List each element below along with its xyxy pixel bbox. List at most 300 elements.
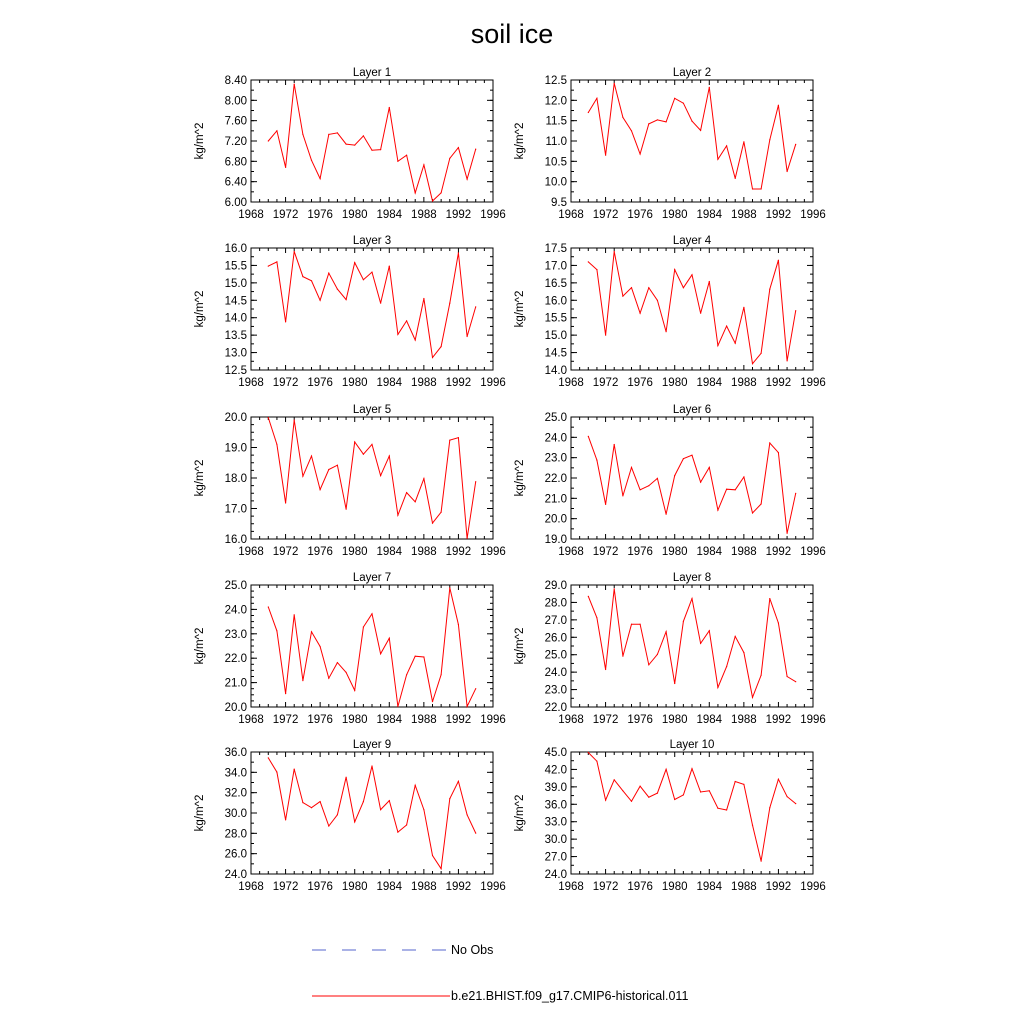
x-tick-label: 1996 (480, 209, 506, 221)
x-tick-label: 1988 (731, 377, 757, 389)
y-axis-label: kg/m^2 (194, 794, 206, 832)
x-tick-label: 1976 (627, 546, 653, 558)
y-tick-label: 19.0 (544, 534, 567, 546)
data-point (475, 149, 476, 150)
x-tick-label: 1996 (480, 377, 506, 389)
x-tick-label: 1976 (627, 209, 653, 221)
data-point (795, 144, 796, 145)
data-point (415, 192, 416, 193)
data-point (743, 784, 744, 785)
data-point (397, 334, 398, 335)
data-point (683, 621, 684, 622)
y-tick-label: 25.0 (544, 412, 567, 424)
data-point (363, 801, 364, 802)
data-point (691, 274, 692, 275)
x-tick-label: 1988 (411, 881, 437, 893)
data-point (285, 321, 286, 322)
data-point (787, 796, 788, 797)
x-tick-label: 1968 (558, 881, 584, 893)
data-point (389, 800, 390, 801)
panel-title: Layer 6 (672, 404, 712, 416)
y-tick-label: 42.0 (544, 764, 567, 777)
y-tick-label: 22.0 (544, 702, 567, 714)
y-tick-label: 10.5 (544, 156, 567, 169)
data-point (467, 538, 468, 539)
data-point (761, 503, 762, 504)
x-tick-label: 1992 (445, 209, 472, 221)
y-tick-label: 23.0 (224, 628, 247, 641)
data-point (371, 765, 372, 766)
data-point (346, 299, 347, 300)
y-tick-label: 15.0 (224, 277, 247, 290)
x-tick-label: 1972 (592, 881, 619, 893)
panel-title: Layer 10 (669, 739, 715, 751)
y-tick-label: 30.0 (544, 834, 567, 847)
data-point (596, 761, 597, 762)
y-axis-label: kg/m^2 (514, 122, 526, 160)
data-point (726, 809, 727, 810)
data-point (328, 134, 329, 135)
x-tick-label: 1988 (411, 546, 437, 558)
y-tick-label: 32.0 (224, 787, 247, 800)
x-tick-label: 1996 (800, 209, 826, 221)
data-point (337, 662, 338, 663)
panel-title: Layer 4 (672, 235, 712, 247)
data-point (363, 279, 364, 280)
y-tick-label: 33.0 (544, 816, 567, 829)
x-tick-label: 1968 (558, 209, 584, 221)
data-point (683, 103, 684, 104)
data-point (735, 781, 736, 782)
data-point (787, 676, 788, 677)
data-point (761, 353, 762, 354)
data-point (311, 280, 312, 281)
data-point (380, 653, 381, 654)
data-point (743, 307, 744, 308)
y-tick-label: 16.5 (544, 277, 567, 290)
data-point (640, 489, 641, 490)
data-point (683, 458, 684, 459)
data-point (726, 666, 727, 667)
data-point (268, 606, 269, 607)
data-point (354, 690, 355, 691)
data-point (371, 272, 372, 273)
data-point (397, 515, 398, 516)
data-point (302, 276, 303, 277)
data-point (735, 178, 736, 179)
y-tick-label: 6.40 (224, 176, 247, 189)
data-point (605, 335, 606, 336)
y-tick-label: 16.0 (544, 295, 567, 308)
x-tick-label: 1996 (480, 546, 506, 558)
data-point (285, 502, 286, 503)
data-point (631, 130, 632, 131)
data-point (648, 287, 649, 288)
data-point (700, 313, 701, 314)
x-tick-label: 1968 (238, 714, 264, 726)
data-point (640, 624, 641, 625)
legend-no-obs-label: No Obs (451, 943, 494, 957)
data-point (337, 465, 338, 466)
x-tick-label: 1980 (661, 209, 688, 221)
data-point (458, 252, 459, 253)
x-tick-label: 1972 (592, 714, 619, 726)
data-point (337, 814, 338, 815)
y-tick-label: 10.0 (544, 176, 567, 189)
data-point (441, 192, 442, 193)
data-point (371, 150, 372, 151)
data-point (320, 646, 321, 647)
data-point (346, 777, 347, 778)
data-point (302, 802, 303, 803)
x-tick-label: 1976 (627, 714, 653, 726)
data-point (320, 489, 321, 490)
y-tick-label: 8.40 (224, 75, 247, 87)
data-point (397, 161, 398, 162)
data-point (311, 160, 312, 161)
x-tick-label: 1984 (376, 881, 403, 893)
panel-title: Layer 9 (352, 739, 392, 751)
data-point (406, 320, 407, 321)
x-tick-label: 1992 (765, 209, 792, 221)
y-tick-label: 13.0 (224, 347, 247, 360)
y-tick-label: 16.0 (224, 243, 247, 255)
data-point (735, 636, 736, 637)
data-point (674, 475, 675, 476)
x-tick-label: 1976 (307, 714, 333, 726)
data-point (666, 121, 667, 122)
data-point (700, 791, 701, 792)
x-tick-label: 1980 (341, 209, 368, 221)
data-point (268, 266, 269, 267)
data-point (717, 808, 718, 809)
data-point (752, 697, 753, 698)
data-point (302, 134, 303, 135)
data-point (709, 281, 710, 282)
y-tick-label: 17.0 (544, 260, 567, 273)
data-point (726, 326, 727, 327)
y-tick-label: 14.5 (224, 295, 247, 308)
data-point (276, 630, 277, 631)
x-tick-label: 1988 (411, 377, 437, 389)
data-point (657, 654, 658, 655)
x-tick-label: 1992 (445, 714, 472, 726)
x-tick-label: 1968 (558, 546, 584, 558)
data-point (475, 688, 476, 689)
data-point (354, 821, 355, 822)
y-tick-label: 21.0 (544, 493, 567, 506)
x-tick-label: 1996 (800, 881, 826, 893)
data-point (761, 861, 762, 862)
data-point (622, 495, 623, 496)
y-tick-label: 7.60 (224, 115, 247, 128)
data-point (458, 624, 459, 625)
y-tick-label: 36.0 (544, 799, 567, 812)
data-point (640, 313, 641, 314)
data-point (769, 139, 770, 140)
y-tick-label: 39.0 (544, 781, 567, 794)
data-point (406, 155, 407, 156)
data-point (268, 757, 269, 758)
data-point (449, 798, 450, 799)
data-point (380, 149, 381, 150)
data-point (743, 476, 744, 477)
data-point (709, 467, 710, 468)
data-point (588, 436, 589, 437)
data-point (268, 140, 269, 141)
data-point (363, 626, 364, 627)
data-point (371, 613, 372, 614)
x-tick-label: 1984 (376, 209, 403, 221)
data-point (700, 482, 701, 483)
y-tick-label: 14.0 (224, 312, 247, 325)
data-point (346, 672, 347, 673)
x-tick-label: 1984 (696, 714, 723, 726)
data-point (346, 509, 347, 510)
data-point (769, 442, 770, 443)
data-point (605, 155, 606, 156)
data-point (320, 300, 321, 301)
y-tick-label: 30.0 (224, 808, 247, 820)
y-tick-label: 27.0 (544, 614, 567, 627)
y-tick-label: 29.0 (544, 580, 567, 592)
x-tick-label: 1968 (238, 881, 264, 893)
x-tick-label: 1996 (480, 714, 506, 726)
x-tick-label: 1980 (341, 546, 368, 558)
data-point (337, 289, 338, 290)
data-point (311, 455, 312, 456)
x-tick-label: 1972 (592, 377, 619, 389)
x-tick-label: 1976 (307, 881, 333, 893)
data-point (631, 467, 632, 468)
y-tick-label: 28.0 (224, 828, 247, 841)
x-tick-label: 1980 (661, 377, 688, 389)
x-tick-label: 1992 (765, 714, 792, 726)
y-tick-label: 28.0 (544, 597, 567, 610)
data-point (276, 444, 277, 445)
y-tick-label: 8.00 (224, 95, 247, 108)
x-tick-label: 1984 (376, 377, 403, 389)
data-point (640, 786, 641, 787)
data-point (605, 669, 606, 670)
data-point (761, 188, 762, 189)
data-point (328, 678, 329, 679)
data-point (294, 769, 295, 770)
x-tick-label: 1968 (238, 377, 264, 389)
y-tick-label: 15.5 (544, 312, 567, 325)
data-point (475, 306, 476, 307)
data-point (268, 417, 269, 418)
y-tick-label: 9.5 (551, 197, 567, 209)
data-point (328, 273, 329, 274)
data-point (475, 481, 476, 482)
data-point (674, 269, 675, 270)
y-tick-label: 17.0 (224, 503, 247, 516)
data-point (588, 112, 589, 113)
y-tick-label: 26.0 (224, 848, 247, 861)
y-tick-label: 24.0 (224, 604, 247, 617)
data-point (423, 809, 424, 810)
x-tick-label: 1980 (661, 714, 688, 726)
data-point (294, 614, 295, 615)
y-tick-label: 14.5 (544, 347, 567, 360)
data-point (631, 624, 632, 625)
data-point (700, 130, 701, 131)
data-point (596, 460, 597, 461)
data-point (778, 105, 779, 106)
data-point (371, 444, 372, 445)
y-tick-label: 26.0 (544, 632, 567, 645)
data-point (311, 631, 312, 632)
data-point (691, 768, 692, 769)
y-axis-label: kg/m^2 (514, 290, 526, 328)
data-point (380, 809, 381, 810)
x-tick-label: 1996 (480, 881, 506, 893)
data-point (614, 588, 615, 589)
y-tick-label: 15.5 (224, 260, 247, 273)
y-tick-label: 24.0 (544, 869, 567, 881)
x-tick-label: 1972 (272, 881, 299, 893)
data-point (415, 339, 416, 340)
y-tick-label: 11.0 (545, 136, 567, 148)
x-tick-label: 1976 (627, 881, 653, 893)
x-tick-label: 1972 (272, 714, 299, 726)
data-point (467, 814, 468, 815)
data-point (691, 455, 692, 456)
y-tick-label: 12.5 (544, 75, 567, 87)
data-point (458, 147, 459, 148)
x-tick-label: 1992 (765, 546, 792, 558)
x-tick-label: 1976 (307, 546, 333, 558)
data-point (302, 476, 303, 477)
y-tick-label: 22.0 (224, 653, 247, 666)
data-point (596, 269, 597, 270)
data-point (449, 587, 450, 588)
data-point (622, 296, 623, 297)
data-point (631, 287, 632, 288)
x-tick-label: 1972 (592, 546, 619, 558)
data-point (648, 664, 649, 665)
panel-title: Layer 7 (352, 572, 392, 584)
data-point (795, 310, 796, 311)
data-point (285, 167, 286, 168)
y-axis-label: kg/m^2 (514, 459, 526, 497)
x-tick-label: 1988 (731, 209, 757, 221)
data-point (441, 346, 442, 347)
data-point (787, 171, 788, 172)
data-point (354, 145, 355, 146)
y-tick-label: 19.0 (224, 442, 247, 455)
y-tick-label: 20.0 (224, 702, 247, 714)
data-point (397, 832, 398, 833)
y-tick-label: 24.0 (544, 667, 567, 680)
data-point (588, 752, 589, 753)
data-point (596, 98, 597, 99)
data-point (666, 631, 667, 632)
panel-title: Layer 2 (672, 67, 712, 79)
data-point (432, 523, 433, 524)
data-point (752, 512, 753, 513)
y-axis-label: kg/m^2 (514, 794, 526, 832)
data-point (674, 683, 675, 684)
y-tick-label: 23.0 (544, 452, 567, 465)
data-point (458, 781, 459, 782)
data-point (683, 794, 684, 795)
data-point (605, 800, 606, 801)
data-point (389, 266, 390, 267)
data-point (735, 343, 736, 344)
data-point (683, 287, 684, 288)
figure-title: soil ice (470, 19, 554, 49)
x-tick-label: 1984 (376, 714, 403, 726)
data-point (276, 261, 277, 262)
y-axis-label: kg/m^2 (194, 290, 206, 328)
data-point (726, 489, 727, 490)
x-tick-label: 1992 (445, 377, 472, 389)
data-point (709, 630, 710, 631)
data-point (467, 179, 468, 180)
y-tick-label: 16.0 (224, 534, 247, 546)
data-point (432, 701, 433, 702)
data-point (328, 825, 329, 826)
panel-title: Layer 1 (352, 67, 392, 79)
data-point (406, 824, 407, 825)
x-tick-label: 1984 (696, 209, 723, 221)
data-point (441, 512, 442, 513)
data-point (614, 83, 615, 84)
y-tick-label: 15.0 (544, 330, 567, 343)
data-point (380, 303, 381, 304)
y-tick-label: 17.5 (544, 243, 567, 255)
data-point (717, 687, 718, 688)
data-point (432, 855, 433, 856)
data-point (294, 251, 295, 252)
data-point (622, 656, 623, 657)
data-point (380, 475, 381, 476)
data-point (769, 598, 770, 599)
y-tick-label: 12.5 (224, 365, 247, 377)
x-tick-label: 1980 (661, 881, 688, 893)
data-point (691, 121, 692, 122)
data-point (605, 504, 606, 505)
data-point (691, 598, 692, 599)
x-tick-label: 1988 (411, 714, 437, 726)
data-point (423, 478, 424, 479)
data-point (354, 441, 355, 442)
data-point (631, 801, 632, 802)
data-point (743, 652, 744, 653)
data-point (346, 144, 347, 145)
data-point (415, 656, 416, 657)
y-tick-label: 14.0 (544, 365, 567, 377)
data-point (657, 119, 658, 120)
data-point (294, 84, 295, 85)
data-point (423, 298, 424, 299)
x-tick-label: 1992 (445, 881, 472, 893)
data-point (622, 117, 623, 118)
data-point (614, 779, 615, 780)
y-tick-label: 21.0 (224, 677, 247, 690)
data-point (276, 130, 277, 131)
data-point (423, 656, 424, 657)
y-tick-label: 24.0 (224, 869, 247, 881)
data-point (717, 159, 718, 160)
data-point (449, 303, 450, 304)
data-point (302, 680, 303, 681)
y-tick-label: 34.0 (224, 767, 247, 780)
x-tick-label: 1980 (341, 377, 368, 389)
data-point (787, 360, 788, 361)
